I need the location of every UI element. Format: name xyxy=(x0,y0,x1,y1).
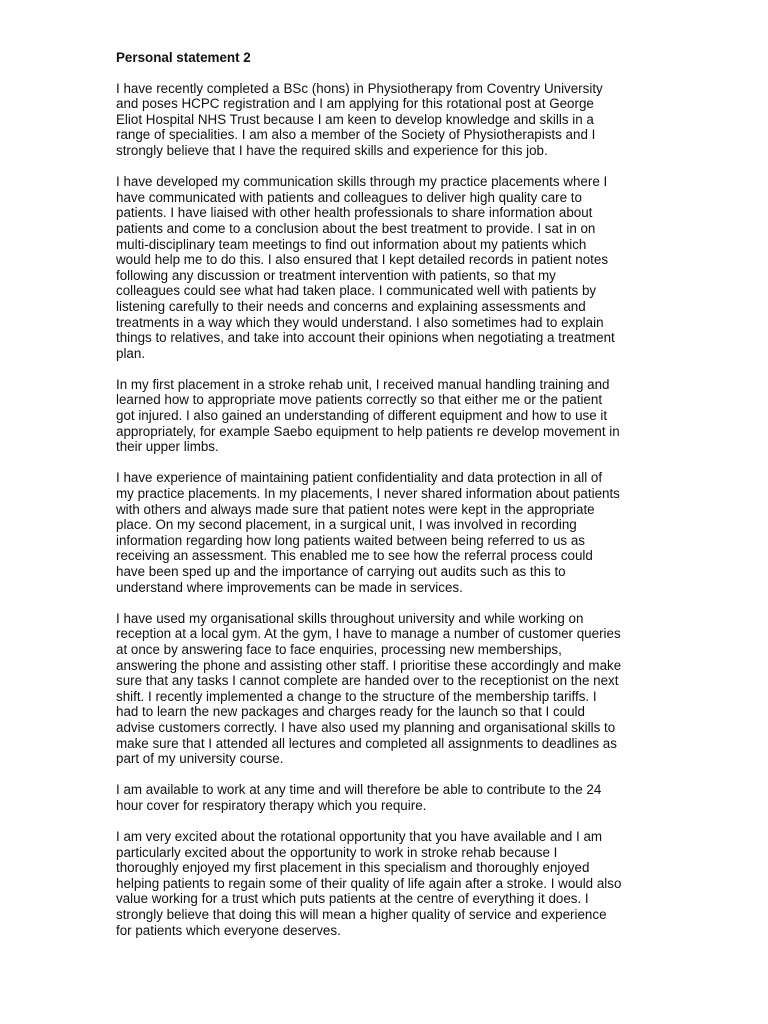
paragraph-line: thoroughly enjoyed my first placement in this specialism and thoroughly enjoyed xyxy=(116,860,590,876)
paragraph-line: have been sped up and the importance of carrying out audits such as this to xyxy=(116,564,566,579)
paragraph-line: strongly believe that I have the required skills and experience for this job. xyxy=(116,142,548,158)
paragraph-line: sure that any tasks I cannot complete are handed over to the receptionist on the next xyxy=(116,673,619,689)
paragraph-line: shift. I recently implemented a change to the structure of the membership tariffs. I xyxy=(116,688,597,704)
paragraph-line: advise customers correctly. I have also used my planning and organisational skills to xyxy=(116,719,616,735)
paragraph-line: and poses HCPC registration and I am applying for this rotational post at George xyxy=(116,96,594,112)
paragraph-line: following any discussion or treatment intervention with patients, so that my xyxy=(116,267,556,283)
paragraph-line: for patients which everyone deserves. xyxy=(116,922,341,938)
paragraph-line: would help me to do this. I also ensured that I kept detailed records in patient notes xyxy=(116,252,609,268)
paragraph-line: with others and always made sure that patient notes were kept in the appropriate xyxy=(116,501,595,517)
paragraph-line: understand where improvements can be made in services. xyxy=(116,579,463,595)
body-paragraph xyxy=(116,174,656,361)
paragraph-line: In my first placement in a stroke rehab unit, I received manual handling training and xyxy=(116,376,610,392)
paragraph-line: patients and come to a conclusion about the best treatment to provide. I sat in on xyxy=(116,220,596,236)
paragraph-line: got injured. I also gained an understanding of different equipment and how to use it xyxy=(116,408,608,424)
paragraph-line: patients. I have liaised with other health professionals to share information about xyxy=(116,205,593,221)
paragraph-line: strongly believe that doing this will mean a higher quality of service and experience xyxy=(116,907,607,923)
paragraph-line: range of specialities. I am also a member of the Society of Physiotherapists and I xyxy=(116,127,596,143)
paragraph-line: at once by answering face to face enquiries, processing new memberships, xyxy=(116,641,562,657)
paragraph-line: had to learn the new packages and charges ready for the launch so that I could xyxy=(116,704,585,720)
paragraph-line: plan. xyxy=(116,345,146,361)
paragraph-line: Eliot Hospital NHS Trust because I am keen to develop knowledge and skills in a xyxy=(116,111,594,127)
paragraph-line: my practice placements. In my placements, I never shared information about patients xyxy=(116,486,620,502)
paragraph-line: I have developed my communication skills through my practice placements where I xyxy=(116,174,608,190)
body-paragraph xyxy=(116,611,656,767)
paragraph-line: hour cover for respiratory therapy which you require. xyxy=(116,797,427,813)
paragraph-line: reception at a local gym. At the gym, I have to manage a number of customer queries xyxy=(116,626,621,642)
paragraph-line: learned how to appropriate move patients correctly so that either me or the patient xyxy=(116,392,603,408)
paragraph-list xyxy=(116,81,656,939)
body-paragraph xyxy=(116,377,656,455)
body-paragraph xyxy=(116,829,656,938)
paragraph-line: multi-disciplinary team meetings to find out information about my patients which xyxy=(116,236,587,252)
body-paragraph xyxy=(116,470,656,595)
paragraph-line: I have recently completed a BSc (hons) in Physiotherapy from Coventry University xyxy=(116,80,603,96)
paragraph-line: treatments in a way which they would understand. I also sometimes had to explain xyxy=(116,314,604,330)
paragraph-line: I have used my organisational skills throughout university and while working on xyxy=(116,610,584,626)
paragraph-line: particularly excited about the opportunity to work in stroke rehab because I xyxy=(116,844,558,860)
paragraph-line: helping patients to regain some of their quality of life again after a stroke. I would also xyxy=(116,875,622,891)
paragraph-line: listening carefully to their needs and concerns and explaining assessments and xyxy=(116,298,586,314)
paragraph-line: place. On my second placement, in a surgical unit, I was involved in recording xyxy=(116,517,577,533)
paragraph-line: information regarding how long patients waited between being referred to us as xyxy=(116,532,585,548)
paragraph-line: value working for a trust which puts patients at the centre of everything it does. I xyxy=(116,891,589,907)
paragraph-line: things to relatives, and take into account their opinions when negotiating a treatment xyxy=(116,330,615,346)
document-title: Personal statement 2 xyxy=(116,50,251,65)
paragraph-line: have communicated with patients and colleagues to deliver high quality care to xyxy=(116,189,582,205)
paragraph-line: appropriately, for example Saebo equipment to help patients re develop movement in xyxy=(116,423,620,439)
paragraph-line: their upper limbs. xyxy=(116,439,219,455)
paragraph-line: part of my university course. xyxy=(116,751,284,767)
document-body xyxy=(116,50,656,954)
paragraph-line: I am very excited about the rotational opportunity that you have available and I am xyxy=(116,829,603,845)
paragraph-line: I have experience of maintaining patient confidentiality and data protection in all of xyxy=(116,470,603,486)
paragraph-line: I am available to work at any time and will therefore be able to contribute to the 24 xyxy=(116,782,602,798)
body-paragraph xyxy=(116,81,656,159)
paragraph-line: answering the phone and assisting other staff. I prioritise these accordingly and make xyxy=(116,657,622,673)
body-paragraph xyxy=(116,782,656,813)
paragraph-line: colleagues could see what had taken place. I communicated well with patients by xyxy=(116,283,597,299)
paragraph-line: receiving an assessment. This enabled me to see how the referral process could xyxy=(116,548,593,564)
paragraph-line: make sure that I attended all lectures and completed all assignments to deadlines as xyxy=(116,735,617,751)
